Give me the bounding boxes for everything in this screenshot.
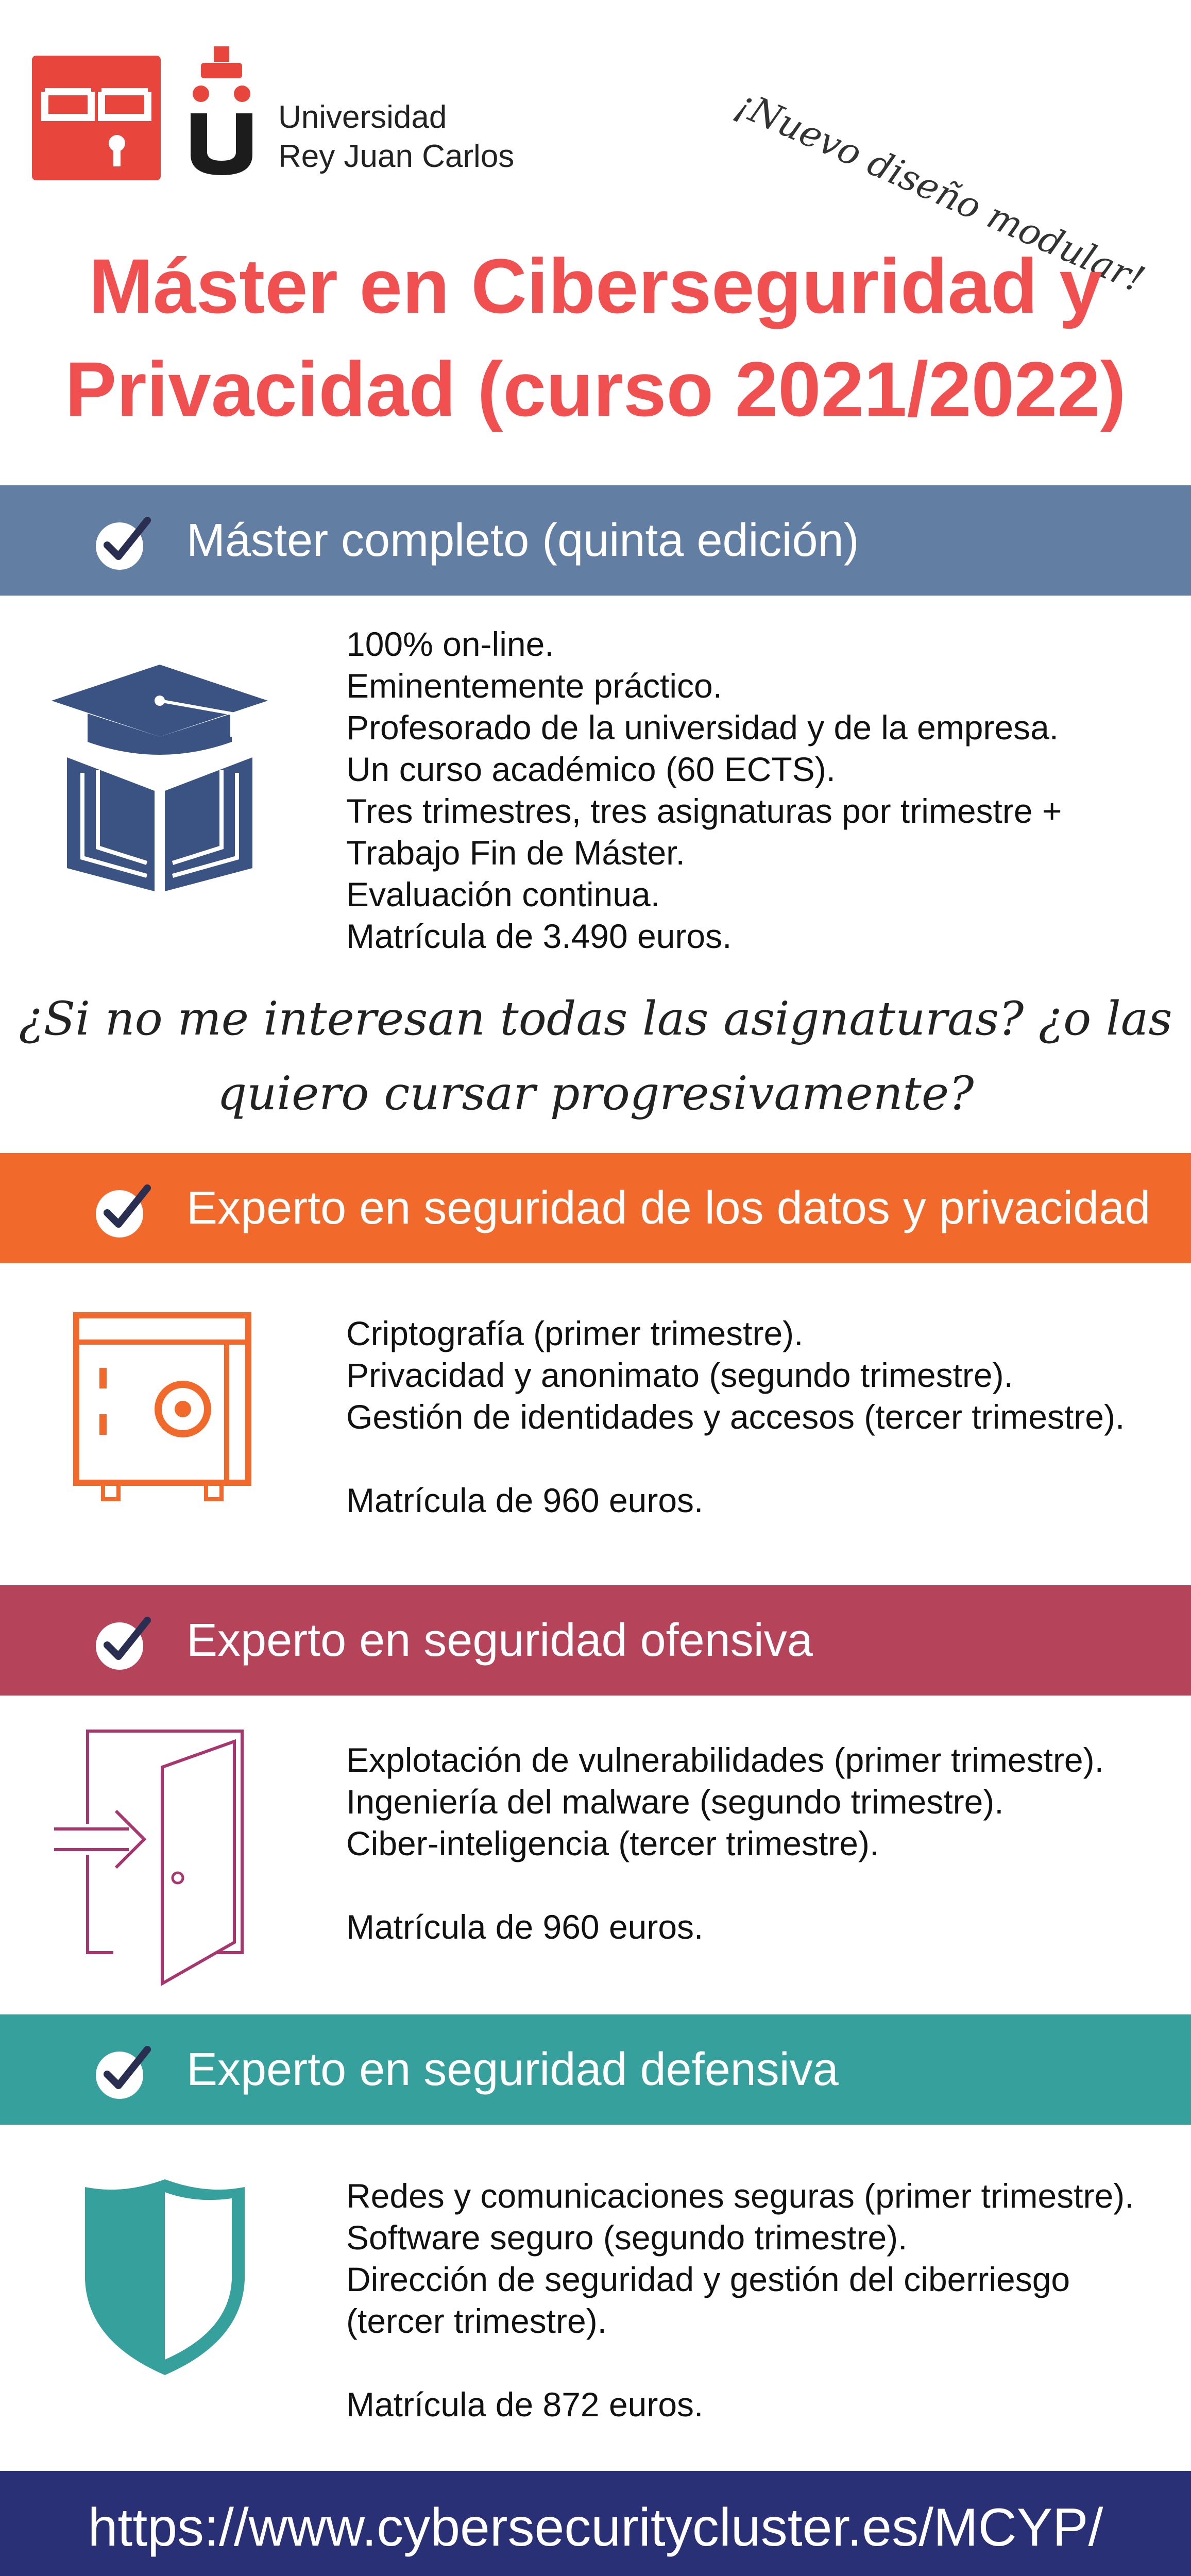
university-logo-icon xyxy=(32,56,161,180)
question-text xyxy=(0,981,1191,1131)
list-item: Trabajo Fin de Máster. xyxy=(346,834,685,872)
question-line1: ¿Si no me interesan todas las asignaturas? ¿o las xyxy=(19,992,1172,1046)
list-item: Tres trimestres, tres asignaturas por trimestre + xyxy=(346,792,1062,830)
question-line2: quiero cursar progresivamente? xyxy=(217,1066,974,1121)
list-item: Gestión de identidades y accesos (tercer trimestre). xyxy=(346,1398,1125,1436)
list-item: Privacidad y anonimato (segundo trimestre). xyxy=(346,1356,1013,1394)
section-title-defensiva: Experto en seguridad defensiva xyxy=(186,2044,839,2095)
list-item: Matrícula de 3.490 euros. xyxy=(346,917,732,955)
section-header-defensiva xyxy=(0,2014,1191,2125)
ofensiva-subjects-list xyxy=(346,1739,1104,1948)
list-item: Eminentemente práctico. xyxy=(346,667,723,705)
list-item: Profesorado de la universidad y de la empresa. xyxy=(346,708,1059,747)
university-name xyxy=(278,98,514,176)
price-text: Matrícula de 872 euros. xyxy=(346,2385,704,2424)
university-u-logo-icon xyxy=(185,46,258,180)
safe-icon xyxy=(72,1311,252,1504)
list-item: Software seguro (segundo trimestre). xyxy=(346,2218,908,2257)
page-title-line2: Privacidad (curso 2021/2022) xyxy=(65,346,1126,432)
university-name-line2: Rey Juan Carlos xyxy=(278,139,515,174)
section-title-ofensiva: Experto en seguridad ofensiva xyxy=(186,1615,813,1666)
price-text: Matrícula de 960 euros. xyxy=(346,1908,704,1946)
university-name-line1: Universidad xyxy=(278,99,447,135)
defensiva-subjects-list xyxy=(346,2175,1134,2426)
check-icon xyxy=(93,1611,155,1673)
list-item: Un curso académico (60 ECTS). xyxy=(346,750,836,788)
section-title-datos: Experto en seguridad de los datos y privacidad xyxy=(186,1182,1151,1234)
list-item: Dirección de seguridad y gestión del ciberriesgo xyxy=(346,2260,1070,2298)
graduation-book-icon xyxy=(52,665,268,902)
list-item: Explotación de vulnerabilidades (primer trimestre). xyxy=(346,1741,1104,1779)
list-item: (tercer trimestre). xyxy=(346,2302,607,2340)
list-item: Ingeniería del malware (segundo trimestre). xyxy=(346,1783,1004,1821)
check-icon xyxy=(93,511,155,573)
door-enter-icon xyxy=(52,1726,247,1989)
section-header-datos xyxy=(0,1153,1191,1263)
section-header-master xyxy=(0,485,1191,596)
section-header-ofensiva xyxy=(0,1585,1191,1696)
check-icon xyxy=(93,2040,155,2102)
tagline: ¡Nuevo diseño modular! xyxy=(729,82,1151,301)
section-title-master: Máster completo (quinta edición) xyxy=(186,515,859,566)
list-item: Evaluación continua. xyxy=(346,875,660,913)
list-item: Redes y comunicaciones seguras (primer trimestre). xyxy=(346,2177,1134,2215)
list-item: 100% on-line. xyxy=(346,625,554,663)
master-features-list xyxy=(346,623,1062,957)
price-text: Matrícula de 960 euros. xyxy=(346,1481,704,1519)
datos-subjects-list xyxy=(346,1313,1125,1521)
footer-url-bar xyxy=(0,2471,1191,2576)
shield-icon xyxy=(82,2177,247,2378)
page-title-line1: Máster en Ciberseguridad y xyxy=(89,243,1102,329)
page-title xyxy=(0,234,1191,440)
program-url-link[interactable]: https://www.cybersecuritycluster.es/MCYP/ xyxy=(88,2498,1103,2557)
check-icon xyxy=(93,1179,155,1241)
list-item: Ciber-inteligencia (tercer trimestre). xyxy=(346,1824,879,1862)
list-item: Criptografía (primer trimestre). xyxy=(346,1314,804,1352)
